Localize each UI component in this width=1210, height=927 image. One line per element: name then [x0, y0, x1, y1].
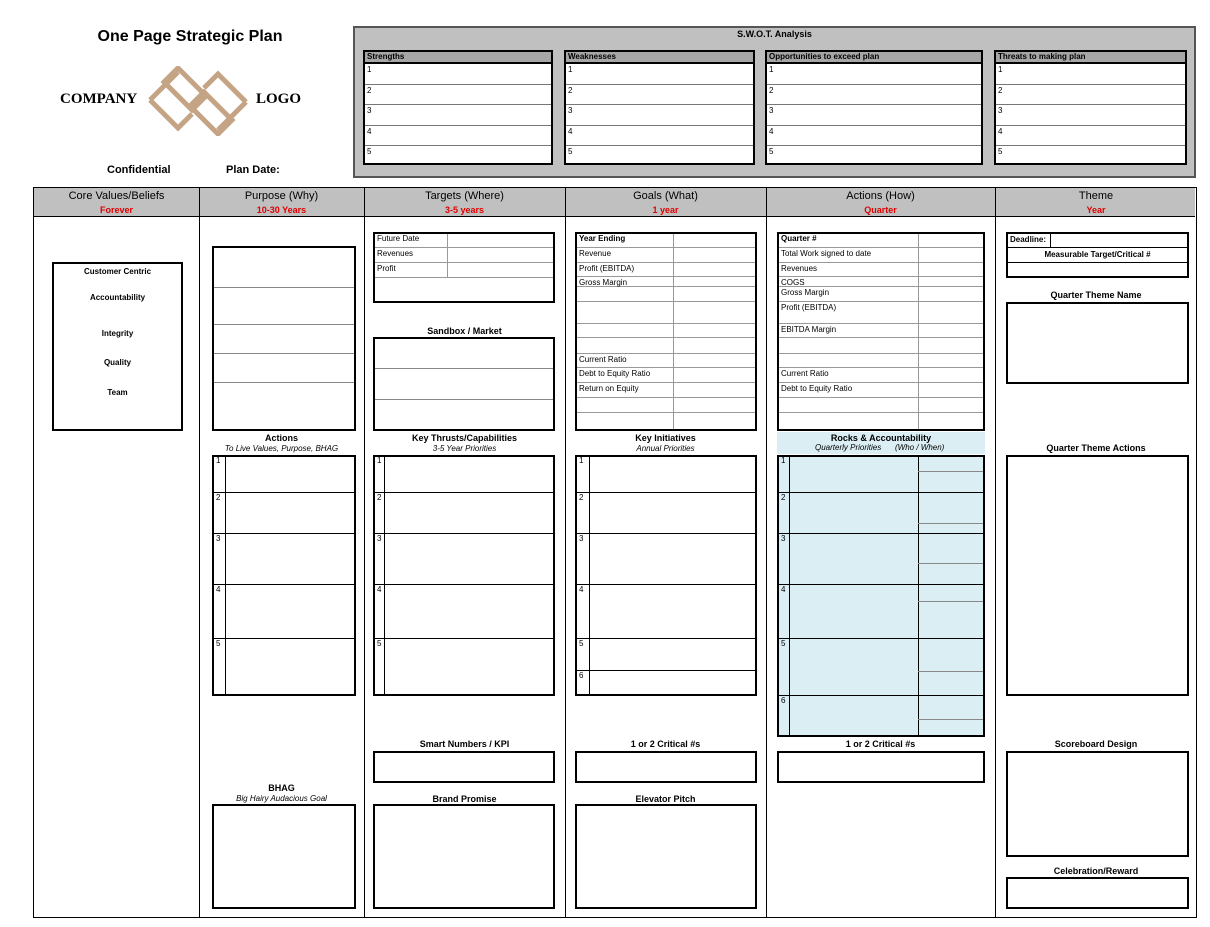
table-value-field[interactable]: [674, 287, 756, 302]
table-value-field[interactable]: [449, 248, 555, 262]
swot-section-label: Opportunities to exceed plan: [769, 52, 880, 61]
number-column-divider: [789, 457, 790, 735]
table-value-field[interactable]: [449, 233, 555, 247]
swot-item-number: 2: [998, 86, 1003, 96]
who-when-divider: [918, 471, 983, 472]
brand-promise-title: Brand Promise: [432, 794, 497, 804]
actions-title: Actions: [264, 433, 298, 443]
swot-item-number: 2: [568, 86, 573, 96]
sandbox-box[interactable]: [373, 337, 555, 431]
table-row-label: Current Ratio: [579, 355, 627, 364]
scoreboard-design-title: Scoreboard Design: [1054, 739, 1138, 749]
priority-field[interactable]: [791, 456, 983, 493]
bhag-title: BHAG: [268, 783, 295, 793]
table-row-label: Profit (EBITDA): [781, 303, 837, 312]
row-divider: [1008, 247, 1187, 248]
measurable-target-label: Measurable Target/Critical #: [1044, 250, 1151, 259]
column-horizon: 3-5 years: [444, 205, 485, 215]
quarter-theme-actions-field[interactable]: [1006, 455, 1189, 696]
table-value-field[interactable]: [674, 302, 756, 324]
column-title: Targets (Where): [425, 190, 504, 202]
deadline-divider: [1050, 234, 1051, 247]
table-row-label: Future Date: [377, 234, 420, 243]
table-value-field[interactable]: [919, 277, 984, 287]
table-row-label: Gross Margin: [781, 288, 830, 297]
column-horizon: Quarter: [864, 205, 897, 215]
who-when-divider: [918, 457, 919, 735]
table-row-label: Profit (EBITDA): [579, 264, 635, 273]
item-number: 5: [216, 639, 221, 648]
table-row-label: Gross Margin: [579, 278, 628, 287]
swot-item-number: 3: [568, 106, 573, 116]
actions-critical-title: 1 or 2 Critical #s: [845, 739, 916, 749]
swot-item-field[interactable]: [767, 84, 981, 104]
swot-item-field[interactable]: [767, 145, 981, 165]
elevator-pitch-field[interactable]: [575, 804, 757, 909]
priority-field[interactable]: [386, 493, 553, 534]
core-value-item: Customer Centric: [83, 267, 152, 276]
actions-critical-field[interactable]: [777, 751, 985, 783]
rocks-list: [777, 455, 985, 737]
item-number: 1: [216, 456, 221, 465]
bhag-field[interactable]: [212, 804, 356, 909]
priority-field[interactable]: [227, 456, 354, 493]
key-initiatives-list: [575, 455, 757, 696]
priority-field[interactable]: [386, 534, 553, 585]
table-value-field[interactable]: [674, 354, 756, 368]
table-value-field[interactable]: [919, 338, 984, 354]
confidential-label: Confidential: [107, 164, 171, 176]
priority-field[interactable]: [591, 493, 755, 534]
company-logo-icon: [148, 66, 248, 136]
targets-table: [373, 232, 555, 303]
swot-item-number: 1: [568, 65, 573, 74]
table-value-field[interactable]: [919, 368, 984, 383]
key-thrusts-title: Key Thrusts/Capabilities: [411, 433, 518, 443]
key-initiatives-title: Key Initiatives: [635, 433, 696, 443]
swot-item-number: 1: [998, 65, 1003, 74]
swot-item-number: 2: [367, 86, 372, 96]
table-value-field[interactable]: [919, 263, 984, 277]
rocks-header: [777, 432, 985, 454]
plan-date-input[interactable]: [282, 162, 352, 178]
swot-section-0: [363, 50, 553, 165]
table-value-field[interactable]: [919, 324, 984, 338]
actions-table: [777, 232, 985, 431]
swot-item-field[interactable]: [767, 104, 981, 124]
row-divider: [375, 277, 553, 278]
table-row-label: EBITDA Margin: [781, 325, 837, 334]
row-divider: [214, 353, 354, 354]
column-horizon: 10-30 Years: [256, 205, 307, 215]
table-row-label: Quarter #: [781, 234, 817, 243]
priority-field[interactable]: [386, 456, 553, 493]
swot-item-field[interactable]: [996, 64, 1185, 84]
deadline-input[interactable]: [1052, 234, 1187, 247]
column-title: Actions (How): [846, 190, 915, 202]
table-value-field[interactable]: [674, 338, 756, 354]
item-number: 5: [781, 639, 786, 648]
swot-section-1: [564, 50, 755, 165]
smart-numbers-title: Smart Numbers / KPI: [419, 739, 510, 749]
swot-item-field[interactable]: [365, 84, 551, 104]
priority-field[interactable]: [227, 534, 354, 585]
item-number: 2: [377, 493, 382, 502]
swot-item-field[interactable]: [566, 145, 753, 165]
priority-field[interactable]: [791, 696, 983, 738]
swot-item-field[interactable]: [767, 64, 981, 84]
table-value-field[interactable]: [674, 248, 756, 263]
purpose-box[interactable]: [212, 246, 356, 431]
who-when-divider: [918, 563, 983, 564]
table-value-field[interactable]: [674, 368, 756, 383]
swot-item-field[interactable]: [566, 125, 753, 145]
table-value-field[interactable]: [674, 383, 756, 398]
table-value-field[interactable]: [919, 248, 984, 263]
swot-item-field[interactable]: [365, 104, 551, 124]
row-divider: [214, 287, 354, 288]
swot-item-field[interactable]: [566, 104, 753, 124]
swot-item-number: 1: [769, 65, 774, 74]
quarter-theme-name-field[interactable]: [1006, 302, 1189, 384]
column-title: Purpose (Why): [244, 190, 319, 202]
swot-item-field[interactable]: [996, 145, 1185, 165]
swot-item-field[interactable]: [365, 125, 551, 145]
row-divider: [375, 368, 553, 369]
deadline-label: Deadline:: [1010, 235, 1047, 244]
swot-item-number: 3: [367, 106, 372, 116]
goals-table: [575, 232, 757, 431]
swot-item-field[interactable]: [566, 64, 753, 84]
priority-field[interactable]: [591, 639, 755, 671]
goals-critical-title: 1 or 2 Critical #s: [630, 739, 701, 749]
priority-field[interactable]: [227, 639, 354, 697]
column-title: Goals (What): [633, 190, 698, 202]
swot-item-field[interactable]: [566, 84, 753, 104]
table-row-label: Revenue: [579, 249, 612, 258]
plan-date-label: Plan Date:: [226, 164, 280, 176]
quarter-theme-actions-title: Quarter Theme Actions: [1046, 443, 1146, 453]
row-divider: [214, 382, 354, 383]
item-number: 3: [216, 534, 221, 543]
key-thrusts-list: [373, 455, 555, 696]
swot-item-number: 4: [998, 126, 1003, 136]
table-value-field[interactable]: [919, 413, 984, 432]
table-value-field[interactable]: [919, 233, 984, 248]
priority-field[interactable]: [386, 585, 553, 639]
priority-field[interactable]: [591, 585, 755, 639]
swot-item-field[interactable]: [365, 64, 551, 84]
core-value-item: Quality: [103, 358, 132, 367]
column-title: Core Values/Beliefs: [68, 190, 165, 202]
item-number: 2: [216, 493, 221, 502]
swot-section-header: [767, 52, 981, 64]
table-row-label: Revenues: [781, 264, 818, 273]
column-horizon: 1 year: [652, 205, 679, 215]
table-row-label: Return on Equity: [579, 384, 639, 393]
actions-subtitle: To Live Values, Purpose, BHAG: [224, 444, 339, 453]
item-number: 5: [579, 639, 584, 648]
elevator-pitch-title: Elevator Pitch: [635, 794, 696, 804]
column-divider: [447, 234, 448, 278]
priority-field[interactable]: [227, 585, 354, 639]
key-initiatives-subtitle: Annual Priorities: [636, 444, 695, 453]
bhag-subtitle: Big Hairy Audacious Goal: [236, 794, 327, 803]
swot-section-label: Strengths: [367, 52, 405, 61]
rocks-subtitle: Quarterly Priorities: [815, 443, 882, 452]
who-when-divider: [918, 671, 983, 672]
swot-item-number: 1: [367, 65, 372, 74]
brand-promise-field[interactable]: [373, 804, 555, 909]
table-row-label: Revenues: [377, 249, 414, 258]
table-value-field[interactable]: [674, 277, 756, 287]
swot-section-label: Threats to making plan: [998, 52, 1086, 61]
swot-item-number: 5: [998, 146, 1003, 156]
logo-text-left: COMPANY: [60, 91, 138, 107]
table-value-field[interactable]: [674, 413, 756, 432]
table-row-label: Debt to Equity Ratio: [579, 369, 651, 378]
plan-grid: [33, 187, 1197, 918]
swot-item-number: 3: [769, 106, 774, 116]
swot-panel: [353, 26, 1196, 178]
priority-field[interactable]: [791, 585, 983, 639]
item-number: 3: [579, 534, 584, 543]
table-row-label: Current Ratio: [781, 369, 829, 378]
item-number: 6: [579, 671, 584, 680]
column-horizon: Year: [1086, 205, 1106, 215]
table-value-field[interactable]: [919, 287, 984, 302]
swot-item-number: 4: [568, 126, 573, 136]
priority-field[interactable]: [791, 493, 983, 534]
quarter-theme-name-title: Quarter Theme Name: [1050, 290, 1142, 300]
who-when-divider: [918, 523, 983, 524]
swot-section-header: [365, 52, 551, 64]
table-row-label: Year Ending: [579, 234, 626, 243]
measurable-target-input[interactable]: [1008, 263, 1187, 277]
item-number: 4: [216, 585, 221, 594]
scoreboard-design-field[interactable]: [1006, 751, 1189, 857]
row-divider: [375, 399, 553, 400]
swot-item-number: 3: [998, 106, 1003, 116]
table-row-label: Debt to Equity Ratio: [781, 384, 853, 393]
table-row-label: Profit: [377, 264, 396, 273]
priority-field[interactable]: [791, 639, 983, 696]
swot-item-number: 2: [769, 86, 774, 96]
purpose-actions-list: [212, 455, 356, 696]
column-divider: [199, 188, 200, 917]
table-value-field[interactable]: [674, 263, 756, 277]
column-header-row: [34, 188, 1195, 217]
swot-item-field[interactable]: [996, 104, 1185, 124]
item-number: 2: [781, 493, 786, 502]
rocks-who-when: (Who / When): [895, 443, 945, 452]
page-title: One Page Strategic Plan: [97, 28, 283, 45]
table-value-field[interactable]: [674, 324, 756, 338]
item-number: 3: [377, 534, 382, 543]
smart-numbers-field[interactable]: [373, 751, 555, 783]
swot-item-number: 5: [769, 146, 774, 156]
table-value-field[interactable]: [919, 354, 984, 368]
swot-item-field[interactable]: [996, 84, 1185, 104]
priority-field[interactable]: [791, 534, 983, 585]
item-number: 3: [781, 534, 786, 543]
who-when-divider: [918, 719, 983, 720]
table-value-field[interactable]: [919, 302, 984, 324]
sandbox-title: Sandbox / Market: [427, 326, 502, 336]
row-divider: [214, 324, 354, 325]
table-value-field[interactable]: [674, 233, 756, 248]
item-number: 1: [579, 456, 584, 465]
swot-item-number: 4: [769, 126, 774, 136]
priority-field[interactable]: [227, 493, 354, 534]
swot-item-number: 5: [568, 146, 573, 156]
column-horizon: Forever: [99, 205, 134, 215]
table-row-label: Total Work signed to date: [781, 249, 872, 258]
item-number: 5: [377, 639, 382, 648]
rocks-title: Rocks & Accountability: [830, 433, 932, 443]
item-number: 1: [377, 456, 382, 465]
swot-section-label: Weaknesses: [568, 52, 616, 61]
swot-title: S.W.O.T. Analysis: [737, 29, 812, 39]
swot-item-number: 4: [367, 126, 372, 136]
priority-field[interactable]: [591, 534, 755, 585]
table-value-field[interactable]: [919, 383, 984, 398]
column-title: Theme: [1078, 190, 1114, 202]
column-divider: [766, 188, 767, 917]
swot-item-field[interactable]: [767, 125, 981, 145]
core-value-item: Accountability: [89, 293, 146, 302]
celebration-reward-title: Celebration/Reward: [1053, 866, 1139, 876]
table-row-label: COGS: [781, 278, 805, 287]
table-value-field[interactable]: [449, 263, 555, 277]
swot-item-field[interactable]: [996, 125, 1185, 145]
celebration-reward-field[interactable]: [1006, 877, 1189, 909]
logo-text-right: LOGO: [256, 91, 302, 107]
priority-field[interactable]: [591, 671, 755, 697]
core-value-item: Integrity: [101, 329, 134, 338]
table-value-field[interactable]: [674, 398, 756, 413]
item-number: 6: [781, 696, 786, 705]
item-number: 4: [579, 585, 584, 594]
swot-section-2: [765, 50, 983, 165]
priority-field[interactable]: [591, 456, 755, 493]
who-when-divider: [918, 601, 983, 602]
swot-item-field[interactable]: [365, 145, 551, 165]
item-number: 2: [579, 493, 584, 502]
swot-section-header: [996, 52, 1185, 64]
item-number: 4: [377, 585, 382, 594]
column-divider: [565, 188, 566, 917]
core-value-item: Team: [107, 388, 128, 397]
core-values-box: [52, 262, 183, 431]
table-value-field[interactable]: [919, 398, 984, 413]
column-divider: [364, 188, 365, 917]
priority-field[interactable]: [386, 639, 553, 697]
key-thrusts-subtitle: 3-5 Year Priorities: [432, 444, 497, 453]
goals-critical-field[interactable]: [575, 751, 757, 783]
item-number: 1: [781, 456, 786, 465]
swot-section-3: [994, 50, 1187, 165]
swot-item-number: 5: [367, 146, 372, 156]
theme-deadline-box: [1006, 232, 1189, 278]
item-number: 4: [781, 585, 786, 594]
swot-section-header: [566, 52, 753, 64]
